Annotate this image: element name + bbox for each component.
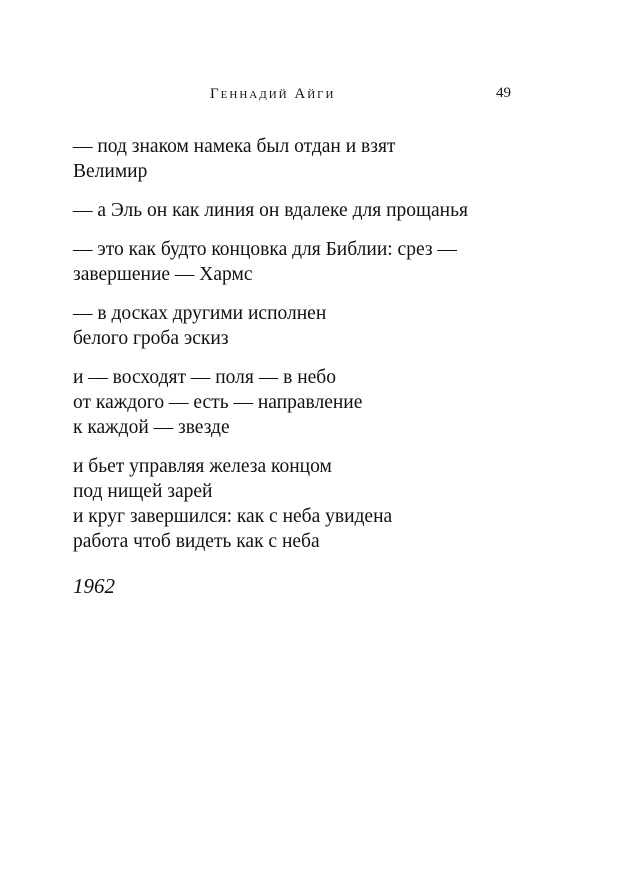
stanza-4 xyxy=(73,301,553,351)
poem-line: под нищей зарей xyxy=(73,481,213,502)
page-number: 49 xyxy=(496,85,511,101)
stanza-5 xyxy=(73,365,553,440)
poem-line: работа чтоб видеть как с неба xyxy=(73,531,320,552)
poem-line: — в досках другими исполнен xyxy=(73,303,327,324)
poem-line: — это как будто концовка для Библии: срез — xyxy=(73,239,457,260)
poem-date: 1962 xyxy=(73,574,115,598)
poem-line: — а Эль он как линия он вдалеке для прощанья xyxy=(73,200,468,221)
poem-line: белого гроба эскиз xyxy=(73,328,229,349)
poem-line: от каждого — есть — направление xyxy=(73,392,363,413)
stanza-2 xyxy=(73,198,553,223)
stanza-6 xyxy=(73,454,553,554)
poem-line: к каждой — звезде xyxy=(73,417,230,438)
poem-line: завершение — Хармс xyxy=(73,264,253,285)
poem xyxy=(73,134,553,568)
stanza-1 xyxy=(73,134,553,184)
poem-line: — под знаком намека был отдан и взят xyxy=(73,136,396,157)
stanza-3 xyxy=(73,237,553,287)
poem-line: Велимир xyxy=(73,161,148,182)
poem-line: и бьет управляя железа концом xyxy=(73,456,332,477)
running-head-author: Геннадий Айги xyxy=(210,86,336,102)
poem-line: и круг завершился: как с неба увидена xyxy=(73,506,393,527)
poem-line: и — восходят — поля — в небо xyxy=(73,367,336,388)
